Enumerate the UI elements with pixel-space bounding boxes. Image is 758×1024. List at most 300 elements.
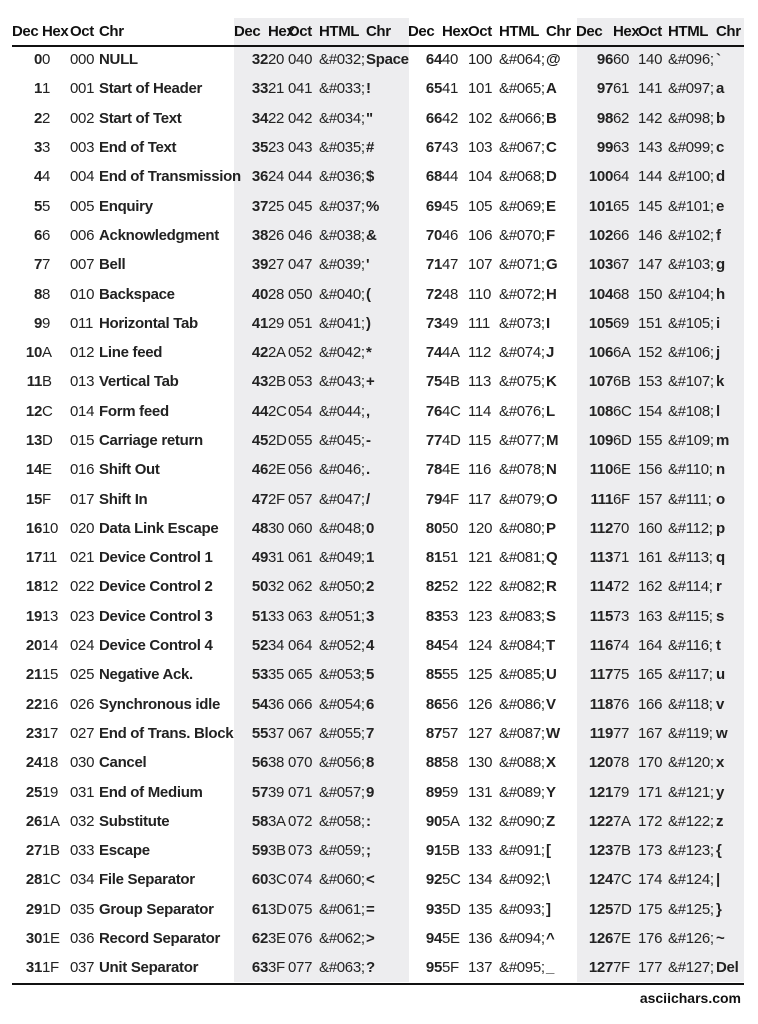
name-cell: End of Medium [99, 783, 203, 801]
char-cell: @ [546, 51, 561, 69]
char-cell: U [546, 666, 557, 684]
dec-cell: 26 [25, 812, 42, 830]
dec-cell: 100 [588, 168, 613, 186]
oct-cell: 011 [70, 314, 94, 332]
table-row [12, 924, 744, 953]
html-cell: &#077; [499, 432, 545, 449]
table-row [12, 719, 744, 748]
hex-cell: 4E [442, 461, 460, 479]
hex-cell: 25 [268, 197, 285, 215]
dec-cell: 21 [25, 666, 42, 684]
table-row [12, 543, 744, 572]
html-cell: &#035; [319, 139, 365, 157]
hex-cell: 26 [268, 226, 285, 244]
name-cell: Shift In [99, 490, 148, 508]
html-cell: &#109; [668, 432, 714, 449]
name-cell: End of Trans. Block [99, 724, 234, 742]
table-row [12, 45, 744, 74]
dec-cell: 102 [588, 226, 613, 244]
dec-cell: 42 [251, 344, 268, 362]
name-cell: Form feed [99, 402, 169, 420]
hex-cell: 63 [613, 139, 630, 157]
html-cell: &#104; [668, 285, 714, 303]
html-cell: &#113; [668, 549, 713, 567]
oct-cell: 142 [638, 109, 663, 127]
dec-cell: 90 [425, 812, 442, 830]
hex-cell: 1C [42, 871, 61, 889]
hex-cell: 24 [268, 168, 285, 186]
oct-cell: 060 [288, 519, 313, 537]
oct-cell: 115 [468, 432, 492, 449]
char-cell: - [366, 432, 371, 449]
char-cell: n [716, 461, 725, 479]
oct-cell: 131 [468, 783, 493, 801]
hex-cell: 72 [613, 578, 630, 596]
dec-cell: 17 [25, 549, 42, 567]
html-cell: &#052; [319, 637, 365, 655]
oct-cell: 043 [288, 139, 313, 157]
hex-cell: 22 [268, 109, 285, 127]
hex-cell: B [42, 373, 52, 391]
hex-cell: 5E [442, 930, 460, 948]
dec-cell: 2 [33, 109, 42, 127]
char-cell: W [546, 724, 560, 742]
html-cell: &#081; [499, 549, 545, 567]
hex-cell: 74 [613, 637, 630, 655]
oct-cell: 153 [638, 373, 663, 391]
html-cell: &#032; [319, 51, 365, 69]
char-cell: G [546, 256, 558, 274]
oct-cell: 136 [468, 930, 493, 948]
hex-cell: 7 [42, 256, 51, 274]
table-row [12, 865, 744, 894]
oct-cell: 106 [468, 226, 493, 244]
hex-cell: 67 [613, 256, 630, 274]
oct-cell: 125 [468, 666, 493, 684]
char-cell: v [716, 695, 725, 713]
hex-cell: 2A [268, 344, 286, 362]
char-cell: h [716, 285, 725, 303]
hex-cell: 75 [613, 666, 630, 684]
dec-cell: 12 [25, 402, 42, 420]
char-cell: Del [716, 959, 739, 977]
oct-cell: 176 [638, 930, 663, 948]
dec-cell: 121 [588, 783, 613, 801]
hex-cell: 50 [442, 519, 459, 537]
char-cell: > [366, 930, 375, 948]
hex-cell: 7C [613, 871, 632, 889]
char-cell: l [716, 402, 720, 420]
html-cell: &#062; [319, 930, 365, 948]
char-cell: y [716, 783, 725, 801]
oct-cell: 101 [468, 80, 493, 98]
oct-cell: 021 [70, 549, 95, 567]
char-cell: F [546, 226, 555, 244]
html-cell: &#107; [668, 373, 714, 391]
html-cell: &#098; [668, 109, 714, 127]
hex-cell: 68 [613, 285, 630, 303]
html-cell: &#086; [499, 695, 545, 713]
html-cell: &#103; [668, 256, 714, 274]
dec-cell: 117 [589, 666, 613, 684]
name-cell: Cancel [99, 754, 147, 772]
oct-cell: 050 [288, 285, 313, 303]
dec-cell: 74 [425, 344, 442, 362]
char-cell: / [366, 490, 370, 508]
hex-cell: 6C [613, 402, 632, 420]
oct-cell: 034 [70, 871, 95, 889]
oct-cell: 012 [70, 344, 95, 362]
oct-cell: 112 [468, 344, 492, 362]
dec-cell: 48 [251, 519, 268, 537]
hex-cell: 5D [442, 900, 461, 918]
html-cell: &#068; [499, 168, 545, 186]
html-cell: &#061; [319, 900, 365, 918]
oct-cell: 174 [638, 871, 663, 889]
name-cell: Line feed [99, 344, 163, 362]
oct-cell: 031 [70, 783, 95, 801]
hex-cell: 41 [442, 80, 459, 98]
oct-cell: 015 [70, 432, 95, 449]
bottom-rule [12, 983, 744, 985]
name-cell: End of Text [99, 139, 177, 157]
html-cell: &#067; [499, 139, 545, 157]
hex-cell: 77 [613, 724, 630, 742]
oct-cell: 005 [70, 197, 95, 215]
hex-cell: 71 [613, 549, 630, 567]
html-cell: &#087; [499, 724, 545, 742]
oct-cell: 144 [638, 168, 663, 186]
dec-cell: 0 [33, 51, 42, 69]
oct-cell: 026 [70, 695, 95, 713]
char-cell: j [716, 344, 720, 362]
name-cell: Data Link Escape [99, 519, 219, 537]
oct-cell: 014 [70, 402, 95, 420]
hex-cell: 10 [42, 519, 59, 537]
hex-cell: 49 [442, 314, 459, 332]
dec-cell: 25 [25, 783, 42, 801]
col-header: HTML [668, 23, 709, 40]
col-header: HTML [319, 23, 360, 40]
oct-cell: 055 [288, 432, 313, 449]
name-cell: End of Transmission [99, 168, 241, 186]
html-cell: &#034; [319, 109, 365, 127]
html-cell: &#047; [319, 490, 365, 508]
oct-cell: 145 [638, 197, 663, 215]
char-cell: i [716, 314, 720, 332]
html-cell: &#078; [499, 461, 545, 479]
hex-cell: 40 [442, 51, 459, 69]
hex-cell: 42 [442, 109, 459, 127]
html-cell: &#059; [319, 842, 365, 860]
char-cell: < [366, 871, 375, 889]
dec-cell: 11 [26, 373, 42, 391]
dec-cell: 19 [25, 607, 42, 625]
oct-cell: 152 [638, 344, 663, 362]
char-cell: p [716, 519, 725, 537]
dec-cell: 7 [33, 256, 42, 274]
hex-cell: 4F [442, 490, 459, 508]
html-cell: &#108; [668, 402, 714, 420]
oct-cell: 146 [638, 226, 663, 244]
hex-cell: 60 [613, 51, 630, 69]
char-cell: ; [366, 842, 371, 860]
html-cell: &#064; [499, 51, 545, 69]
oct-cell: 116 [468, 461, 492, 479]
ascii-table [12, 18, 744, 983]
oct-cell: 103 [468, 139, 493, 157]
hex-cell: 16 [42, 695, 59, 713]
dec-cell: 82 [425, 578, 442, 596]
oct-cell: 041 [288, 80, 313, 98]
char-cell: X [546, 754, 556, 772]
dec-cell: 5 [33, 197, 42, 215]
dec-cell: 64 [425, 51, 442, 69]
dec-cell: 101 [588, 197, 613, 215]
hex-cell: 56 [442, 695, 459, 713]
dec-cell: 107 [588, 373, 613, 391]
hex-cell: 76 [613, 695, 630, 713]
hex-cell: 7F [613, 959, 630, 977]
oct-cell: 071 [288, 783, 313, 801]
hex-cell: 17 [42, 724, 59, 742]
hex-cell: 2 [42, 109, 51, 127]
char-cell: # [366, 139, 375, 157]
dec-cell: 114 [589, 578, 613, 596]
html-cell: &#038; [319, 226, 365, 244]
html-cell: &#051; [319, 607, 365, 625]
hex-cell: 3D [268, 900, 287, 918]
char-cell: d [716, 168, 725, 186]
char-cell: f [716, 226, 721, 244]
html-cell: &#090; [499, 812, 545, 830]
char-cell: a [716, 80, 725, 98]
html-cell: &#111; [668, 490, 712, 508]
name-cell: Negative Ack. [99, 666, 193, 684]
oct-cell: 017 [70, 490, 95, 508]
hex-cell: 52 [442, 578, 459, 596]
table-row [12, 602, 744, 631]
col-header: Chr [716, 23, 741, 40]
hex-cell: 1 [42, 80, 51, 98]
dec-cell: 78 [425, 461, 442, 479]
hex-cell: 19 [42, 783, 59, 801]
html-cell: &#046; [319, 461, 365, 479]
html-cell: &#072; [499, 285, 545, 303]
oct-cell: 164 [638, 637, 663, 655]
col-header: Dec [234, 23, 261, 40]
hex-cell: 7D [613, 900, 632, 918]
dec-cell: 29 [25, 900, 42, 918]
dec-cell: 8 [33, 285, 42, 303]
hex-cell: 48 [442, 285, 459, 303]
name-cell: Record Separator [99, 930, 221, 948]
table-row [12, 104, 744, 133]
dec-cell: 9 [33, 314, 42, 332]
hex-cell: 2D [268, 432, 287, 449]
html-cell: &#045; [319, 432, 365, 449]
html-cell: &#093; [499, 900, 545, 918]
table-row [12, 572, 744, 601]
oct-cell: 004 [70, 168, 95, 186]
hex-cell: A [42, 344, 52, 362]
dec-cell: 116 [589, 637, 613, 655]
char-cell: D [546, 168, 557, 186]
char-cell: Z [546, 812, 555, 830]
oct-cell: 166 [638, 695, 663, 713]
oct-cell: 117 [468, 490, 492, 508]
hex-cell: 5F [442, 959, 459, 977]
table-row [12, 953, 744, 982]
dec-cell: 6 [33, 226, 42, 244]
oct-cell: 003 [70, 139, 95, 157]
oct-cell: 073 [288, 842, 313, 860]
hex-cell: 6A [613, 344, 631, 362]
char-cell: I [546, 314, 550, 332]
dec-cell: 95 [425, 959, 442, 977]
oct-cell: 070 [288, 754, 313, 772]
html-cell: &#040; [319, 285, 365, 303]
oct-cell: 165 [638, 666, 663, 684]
dec-cell: 56 [251, 754, 268, 772]
dec-cell: 89 [425, 783, 442, 801]
table-row [12, 367, 744, 396]
dec-cell: 50 [251, 578, 268, 596]
char-cell: | [716, 871, 720, 889]
oct-cell: 056 [288, 461, 313, 479]
hex-cell: 61 [613, 80, 630, 98]
hex-cell: 69 [613, 314, 630, 332]
dec-cell: 18 [25, 578, 42, 596]
name-cell: Device Control 1 [99, 549, 213, 567]
char-cell: q [716, 549, 725, 567]
html-cell: &#037; [319, 197, 365, 215]
hex-cell: 7A [613, 812, 631, 830]
char-cell: u [716, 666, 725, 684]
oct-cell: 062 [288, 578, 313, 596]
dec-cell: 109 [588, 432, 613, 449]
hex-cell: 31 [268, 549, 285, 567]
html-cell: &#100; [668, 168, 714, 186]
hex-cell: 1D [42, 900, 61, 918]
html-cell: &#102; [668, 226, 714, 244]
oct-cell: 156 [638, 461, 663, 479]
char-cell: ( [366, 285, 371, 303]
oct-cell: 030 [70, 754, 95, 772]
hex-cell: 2E [268, 461, 286, 479]
char-cell: r [716, 578, 722, 596]
hex-cell: 1F [42, 959, 59, 977]
hex-cell: 2B [268, 373, 286, 391]
html-cell: &#060; [319, 871, 365, 889]
char-cell: 3 [366, 607, 375, 625]
hex-cell: 73 [613, 607, 630, 625]
hex-cell: 6B [613, 373, 631, 391]
oct-cell: 066 [288, 695, 313, 713]
dec-cell: 97 [596, 80, 613, 98]
char-cell: C [546, 139, 557, 157]
name-cell: Carriage return [99, 432, 203, 449]
char-cell: K [546, 373, 557, 391]
char-cell: Q [546, 549, 558, 567]
oct-cell: 076 [288, 930, 313, 948]
html-cell: &#118; [668, 695, 713, 713]
oct-cell: 130 [468, 754, 493, 772]
html-cell: &#049; [319, 549, 365, 567]
oct-cell: 042 [288, 109, 313, 127]
html-cell: &#048; [319, 519, 365, 537]
char-cell: E [546, 197, 556, 215]
char-cell: \ [546, 871, 550, 889]
char-cell: 2 [366, 578, 375, 596]
col-header: Chr [99, 23, 124, 40]
hex-cell: 2F [268, 490, 285, 508]
hex-cell: 66 [613, 226, 630, 244]
dec-cell: 16 [25, 519, 42, 537]
html-cell: &#091; [499, 842, 545, 860]
oct-cell: 036 [70, 930, 95, 948]
oct-cell: 113 [468, 373, 492, 391]
name-cell: Bell [99, 256, 126, 274]
hex-cell: 28 [268, 285, 285, 303]
dec-cell: 67 [425, 139, 442, 157]
oct-cell: 032 [70, 812, 95, 830]
char-cell: R [546, 578, 557, 596]
dec-cell: 36 [251, 168, 268, 186]
oct-cell: 046 [288, 226, 313, 244]
hex-cell: 32 [268, 578, 285, 596]
oct-cell: 022 [70, 578, 95, 596]
dec-cell: 75 [425, 373, 442, 391]
dec-cell: 51 [251, 607, 268, 625]
char-cell: * [366, 344, 372, 362]
oct-cell: 147 [638, 256, 663, 274]
dec-cell: 41 [251, 314, 268, 332]
html-cell: &#094; [499, 930, 545, 948]
dec-cell: 24 [25, 754, 42, 772]
oct-cell: 023 [70, 607, 95, 625]
dec-cell: 14 [25, 461, 42, 479]
name-cell: Unit Separator [99, 959, 199, 977]
dec-cell: 104 [588, 285, 613, 303]
char-cell: g [716, 256, 725, 274]
name-cell: Device Control 3 [99, 607, 213, 625]
html-cell: &#096; [668, 51, 714, 69]
oct-cell: 127 [468, 724, 493, 742]
oct-cell: 044 [288, 168, 313, 186]
oct-cell: 067 [288, 724, 313, 742]
table-row [12, 455, 744, 484]
hex-cell: 4 [42, 168, 51, 186]
col-header: Dec [576, 23, 603, 40]
header-row [12, 18, 744, 45]
oct-cell: 002 [70, 109, 95, 127]
html-cell: &#041; [319, 314, 365, 332]
html-cell: &#115; [668, 607, 713, 625]
oct-cell: 054 [288, 402, 313, 420]
table-row [12, 895, 744, 924]
table-row [12, 426, 744, 455]
dec-cell: 123 [588, 842, 613, 860]
dec-cell: 30 [25, 930, 42, 948]
html-cell: &#125; [668, 900, 714, 918]
dec-cell: 37 [251, 197, 268, 215]
hex-cell: 36 [268, 695, 285, 713]
dec-cell: 47 [251, 490, 268, 508]
dec-cell: 40 [251, 285, 268, 303]
char-cell: P [546, 519, 556, 537]
dec-cell: 44 [251, 402, 268, 420]
